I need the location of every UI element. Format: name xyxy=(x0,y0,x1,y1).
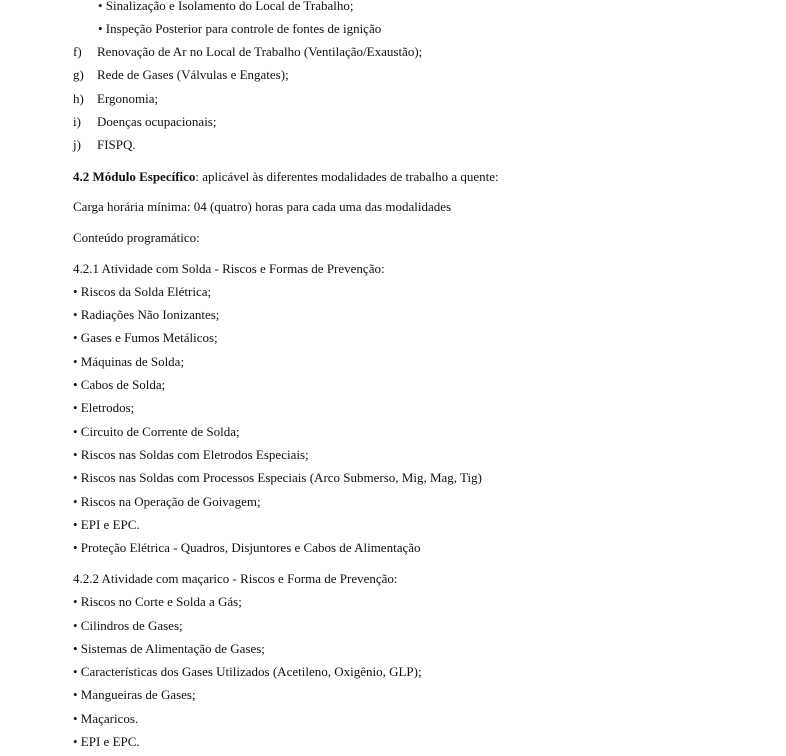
bullet-item: • Sistemas de Alimentação de Gases; xyxy=(73,641,265,656)
content-label: Conteúdo programático: xyxy=(73,230,200,245)
bullet-item: • Maçaricos. xyxy=(73,711,139,726)
module-heading-rest: : aplicável às diferentes modalidades de trabalho a quente: xyxy=(195,169,499,184)
section-421-title: 4.2.1 Atividade com Solda - Riscos e Formas de Prevenção: xyxy=(73,261,385,276)
bullet-item: • Riscos da Solda Elétrica; xyxy=(73,284,212,299)
bullet-item: • Gases e Fumos Metálicos; xyxy=(73,330,218,345)
bullet-item: • Cilindros de Gases; xyxy=(73,618,183,633)
bullet-item: • EPI e EPC. xyxy=(73,734,140,749)
item-letter: i) xyxy=(73,114,81,129)
item-letter: g) xyxy=(73,67,84,82)
bullet-item: • Cabos de Solda; xyxy=(73,377,166,392)
bullet-item: • EPI e EPC. xyxy=(73,517,140,532)
item-text: FISPQ. xyxy=(97,137,136,152)
bullet-item: • Mangueiras de Gases; xyxy=(73,687,196,702)
bullet-item: • Riscos no Corte e Solda a Gás; xyxy=(73,594,242,609)
bullet-item: • Circuito de Corrente de Solda; xyxy=(73,424,240,439)
item-text: Ergonomia; xyxy=(97,91,159,106)
workload-text: Carga horária mínima: 04 (quatro) horas para cada uma das modalidades xyxy=(73,199,452,214)
item-text: Doenças ocupacionais; xyxy=(97,114,217,129)
bullet-item: • Características dos Gases Utilizados (Acetileno, Oxigênio, GLP); xyxy=(73,664,422,679)
module-heading-bold: 4.2 Módulo Específico xyxy=(73,169,196,184)
bullet-item: • Riscos na Operação de Goivagem; xyxy=(73,494,261,509)
item-letter: f) xyxy=(73,44,82,59)
bullet-item: • Proteção Elétrica - Quadros, Disjuntores e Cabos de Alimentação xyxy=(73,540,421,555)
bullet-item: • Eletrodos; xyxy=(73,400,135,415)
section-422-title: 4.2.2 Atividade com maçarico - Riscos e Forma de Prevenção: xyxy=(73,571,398,586)
sub-bullet-item: • Sinalização e Isolamento do Local de Trabalho; xyxy=(98,0,354,13)
sub-bullet-item: • Inspeção Posterior para controle de fontes de ignição xyxy=(98,21,382,36)
bullet-item: • Máquinas de Solda; xyxy=(73,354,185,369)
item-letter: h) xyxy=(73,91,84,106)
module-heading xyxy=(73,169,499,185)
item-letter: j) xyxy=(73,137,81,152)
bullet-item: • Radiações Não Ionizantes; xyxy=(73,307,220,322)
item-text: Renovação de Ar no Local de Trabalho (Ventilação/Exaustão); xyxy=(97,44,423,59)
item-text: Rede de Gases (Válvulas e Engates); xyxy=(97,67,289,82)
bullet-item: • Riscos nas Soldas com Eletrodos Especiais; xyxy=(73,447,309,462)
bullet-item: • Riscos nas Soldas com Processos Especiais (Arco Submerso, Mig, Mag, Tig) xyxy=(73,470,482,485)
